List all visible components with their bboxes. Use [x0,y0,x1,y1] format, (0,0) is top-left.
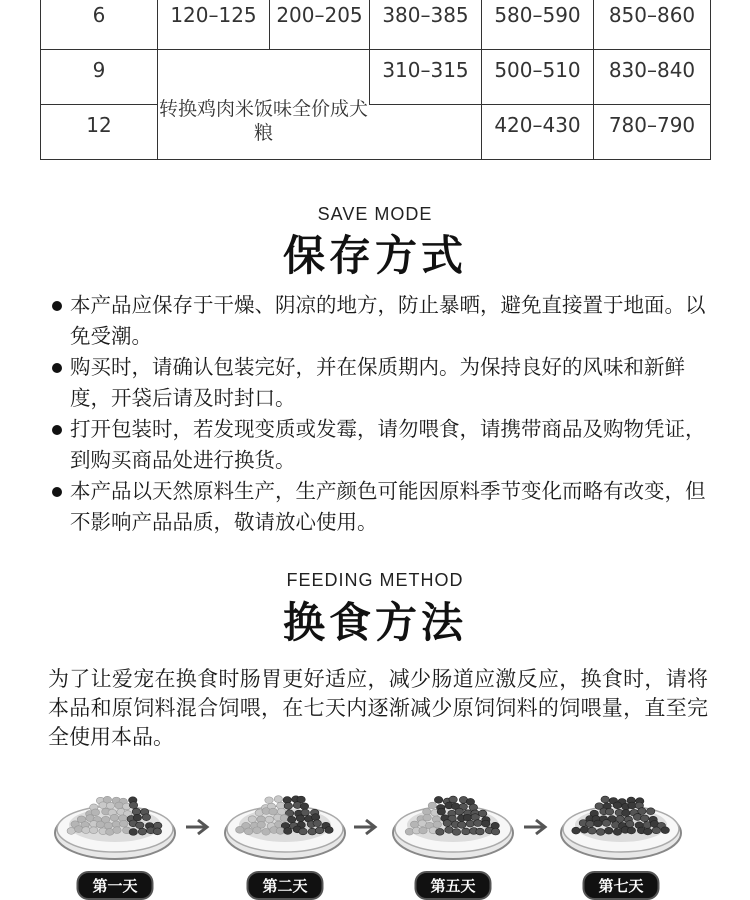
day-label: 第七天 [582,871,659,900]
amount-cell: 830–840 [594,50,711,105]
food-bowl-icon [50,775,180,870]
feeding-description: 为了让爱宠在换食时肠胃更好适应，减少肠道应激反应，换食时，请将本品和原饲料混合饲喂，在七天内逐渐减少原饲饲料的饲喂量，直至完全使用本品。 [48,667,708,749]
arrow-right-icon [522,817,550,837]
amount-cell: 780–790 [594,105,711,160]
bowl-day-1 [50,775,180,900]
amount-cell: 420–430 [482,105,594,160]
food-bowl-icon [220,775,350,870]
feeding-method-title-en: FEEDING METHOD [286,570,464,590]
merged-note-cell: 转换鸡肉米饭味全价成犬粮 [158,50,370,160]
age-cell: 9 [41,50,158,105]
day-label: 第二天 [246,871,323,900]
arrow-right-icon [184,817,212,837]
save-mode-title: 保存方式 [282,231,467,280]
table-row [41,50,711,105]
age-cell: 6 [41,0,158,50]
empty-cell [370,105,482,160]
amount-cell: 310–315 [370,50,482,105]
bullet-dot-icon [52,425,62,435]
bowl-day-2 [220,775,350,900]
bullet-dot-icon [52,487,62,497]
day-label: 第五天 [414,871,491,900]
list-item: 本产品应保存于干燥、阴凉的地方，防止暴晒，避免直接置于地面。以免受潮。 [50,290,710,352]
amount-cell: 120–125 [158,0,270,50]
amount-cell: 500–510 [482,50,594,105]
amount-cell: 380–385 [370,0,482,50]
amount-cell: 850–860 [594,0,711,50]
list-item: 本产品以天然原料生产，生产颜色可能因原料季节变化而略有改变，但不影响产品品质，敬请放心使用。 [50,476,710,538]
arrow-right-icon [352,817,380,837]
bullet-dot-icon [52,363,62,373]
food-bowl-icon [388,775,518,870]
bowl-day-5 [388,775,518,900]
day-label: 第一天 [76,871,153,900]
food-transition-diagram [0,775,750,900]
bowl-day-7 [556,775,686,900]
list-item: 购买时，请确认包装完好，并在保质期内。为保持良好的风味和新鲜度，开袋后请及时封口。 [50,352,710,414]
amount-cell: 580–590 [482,0,594,50]
save-mode-title-en: SAVE MODE [317,204,433,224]
feeding-method-title: 换食方法 [282,598,467,647]
table-row [41,0,711,50]
food-bowl-icon [556,775,686,870]
feeding-amount-table [40,0,711,160]
table-row [41,105,711,160]
list-item: 打开包装时，若发现变质或发霉，请勿喂食，请携带商品及购物凭证，到购买商品处进行换货。 [50,414,710,476]
amount-cell: 200–205 [270,0,370,50]
age-cell: 12 [41,105,158,160]
bullet-dot-icon [52,301,62,311]
storage-instructions-list [50,290,710,538]
